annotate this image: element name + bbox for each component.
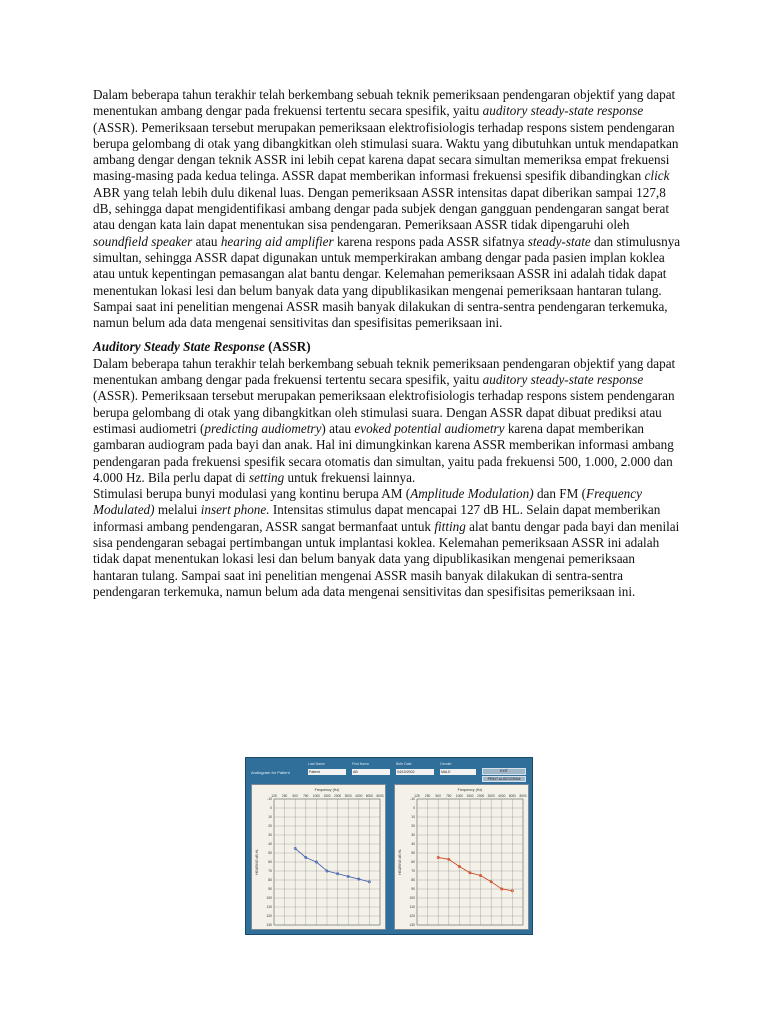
x-tick-label: 750 [303, 794, 309, 798]
x-tick-label: 1000 [455, 794, 463, 798]
y-tick-label: 110 [266, 905, 272, 910]
y-tick-label: -10 [410, 797, 415, 802]
intro-paragraph: Dalam beberapa tahun terakhir telah berkembang sebuah teknik pemeriksaan pendengaran objektif yang dapat menentukan ambang dengar pada frekuensi tertentu secara spesifik, yaitu auditory steady-state response (ASSR). Pemeriksaan tersebut merupakan pemeriksaan elektrofisiologis terhadap respons sistem pendengaran berupa gelombang di otak yang dibangkitkan oleh stimulasi suara. Waktu yang dibutuhkan untuk mendapatkan ambang dengar dengan teknik ASSR ini lebih cepat karena dapat secara simultan memeriksa empat frekuensi masing-masing pada kedua telinga. ASSR dapat memberikan informasi frekuensi spesifik dibandingkan click ABR yang telah lebih dulu dikenal luas. Dengan pemeriksaan ASSR intensitas dapat diberikan sampai 127,8 dB, sehingga dapat mengidentifikasi ambang dengar pada subjek dengan gangguan pendengaran sangat berat atau dengan kata lain dapat menentukan sisa pendengaran. Pemeriksaan ASSR tidak dipengaruhi oleh soundfield speaker atau hearing aid amplifier karena respons pada ASSR sifatnya steady-state dan stimulusnya simultan, sehingga ASSR dapat digunakan untuk memperkirakan ambang dengar pada pasien implan koklea atau untuk kepentingan pemasangan alat bantu dengar. Kelemahan pemeriksaan ASSR ini adalah tidak dapat menentukan lokasi lesi dan belum banyak data yang dipublikasikan mengenai pemeriksaan hantaran tulang. Sampai saat ini penelitian mengenai ASSR masih banyak dilakukan di sentra-sentra pendengaran terkemuka, namun belum ada data mengenai sensitivitas dan spesifisitas pemeriksaan ini. [93, 87, 681, 331]
audiogram-chart-right-ear [252, 785, 385, 929]
y-tick-label: 0 [413, 806, 415, 811]
audiogram-chart-left-ear [395, 785, 528, 929]
y-tick-label: 50 [411, 851, 415, 856]
x-tick-label: 1500 [466, 794, 474, 798]
x-tick-label: 2000 [334, 794, 342, 798]
x-tick-label: 250 [424, 794, 431, 798]
x-tick-label: 4000 [355, 794, 363, 798]
last-name-field: Patient [308, 769, 346, 775]
y-tick-label: 60 [268, 860, 272, 865]
text-column [93, 87, 683, 600]
y-tick-label: 80 [411, 878, 415, 883]
audiogram-panel-left-ear [394, 784, 529, 930]
y-tick-label: 0 [270, 806, 272, 811]
y-tick-label: 110 [409, 905, 415, 910]
y-tick-label: 60 [411, 860, 415, 865]
last-name-label: Last Name [308, 762, 325, 766]
y-tick-label: 50 [268, 851, 272, 856]
y-tick-label: 40 [411, 842, 415, 847]
exit-button[interactable]: EXIT [482, 768, 526, 775]
audiogram-figure [245, 757, 533, 935]
y-tick-label: 120 [409, 914, 415, 919]
audiogram-title: Audiogram for Patient [251, 770, 290, 775]
y-tick-label: 10 [268, 815, 272, 820]
x-tick-label: 8000 [519, 794, 527, 798]
x-tick-label: 1500 [323, 794, 331, 798]
x-tick-label: 6000 [365, 794, 373, 798]
x-tick-label: 2000 [477, 794, 485, 798]
y-tick-label: 30 [268, 833, 272, 838]
first-name-label: First Name [352, 762, 370, 766]
gender-field: MALE [440, 769, 476, 775]
stimulation-paragraph: Stimulasi berupa bunyi modulasi yang kontinu berupa AM (Amplitude Modulation) dan FM (Frequency Modulated) melalui insert phone. Intensitas stimulus dapat mencapai 127 dB HL. Selain dapat memberikan informasi ambang pendengaran, ASSR sangat bermanfaat untuk fitting alat bantu dengar pada bayi dan menilai sisa pendengaran sebagai pertimbangan untuk implantasi koklea. Kelemahan pemeriksaan ASSR ini adalah tidak dapat menentukan lokasi lesi dan belum banyak data yang dipublikasikan mengenai pemeriksaan hantaran tulang. Sampai saat ini penelitian mengenai ASSR masih banyak dilakukan di sentra-sentra pendengaran terkemuka, namun belum ada data mengenai sensitivitas dan spesifisitas pemeriksaan ini. [93, 486, 680, 599]
y-tick-label: 130 [409, 923, 415, 928]
x-tick-label: 500 [292, 794, 298, 798]
audiogram-header [246, 758, 532, 783]
y-tick-label: 80 [268, 878, 272, 883]
section-heading: Auditory Steady State Response (ASSR) [93, 339, 311, 355]
x-tick-label: 500 [435, 794, 441, 798]
y-tick-label: 70 [411, 869, 415, 874]
x-tick-label: 3000 [487, 794, 495, 798]
first-name-field: AB [352, 769, 390, 775]
x-tick-label: 3000 [344, 794, 352, 798]
y-axis-label: HEARING dB HL [255, 849, 259, 875]
audiogram-panel-right-ear [251, 784, 386, 930]
assr-paragraph: Dalam beberapa tahun terakhir telah berkembang sebuah teknik pemeriksaan pendengaran objektif yang dapat menentukan ambang dengar pada frekuensi tertentu secara spesifik, yaitu auditory steady-state response (ASSR). Pemeriksaan tersebut merupakan pemeriksaan elektrofisiologis terhadap respons sistem pendengaran berupa gelombang di otak yang dibangkitkan oleh stimulasi suara. Dengan ASSR dapat dibuat prediksi atau estimasi audiometri (predicting audiometry) atau evoked potential audiometry karena dapat memberikan gambaran audiogram pada bayi dan anak. Hal ini dimungkinkan karena ASSR memberikan informasi ambang pendengaran pada frekuensi spesifik secara otomatis dan simultan, yaitu pada frekuensi 500, 1.000, 2.000 dan 4.000 Hz. Bila perlu dapat di setting untuk frekuensi lainnya. [93, 355, 676, 485]
x-tick-label: 6000 [508, 794, 516, 798]
x-tick-label: 125 [271, 794, 277, 798]
y-tick-label: 10 [411, 815, 415, 820]
y-tick-label: 100 [266, 896, 272, 901]
y-tick-label: 120 [266, 914, 272, 919]
y-tick-label: 90 [268, 887, 272, 892]
x-tick-label: 1000 [312, 794, 320, 798]
birth-date-field: 04/10/2002 [396, 769, 434, 775]
y-tick-label: 130 [266, 923, 272, 928]
y-tick-label: 30 [411, 833, 415, 838]
print-audiogram-button[interactable]: PRINT AUDIOGRAM [482, 776, 526, 782]
y-tick-label: 70 [268, 869, 272, 874]
chart-title: Frequency (Hz) [457, 788, 483, 792]
gender-label: Gender [440, 762, 452, 766]
y-tick-label: 100 [409, 896, 415, 901]
x-tick-label: 4000 [498, 794, 506, 798]
y-tick-label: -10 [267, 797, 272, 802]
y-tick-label: 40 [268, 842, 272, 847]
y-axis-label: HEARING dB HL [398, 849, 402, 875]
y-tick-label: 90 [411, 887, 415, 892]
x-tick-label: 8000 [376, 794, 384, 798]
y-tick-label: 20 [411, 824, 415, 829]
birth-date-label: Birth Date [396, 762, 412, 766]
y-tick-label: 20 [268, 824, 272, 829]
chart-title: Frequency (Hz) [314, 788, 340, 792]
x-tick-label: 750 [446, 794, 452, 798]
x-tick-label: 125 [414, 794, 420, 798]
x-tick-label: 250 [281, 794, 288, 798]
